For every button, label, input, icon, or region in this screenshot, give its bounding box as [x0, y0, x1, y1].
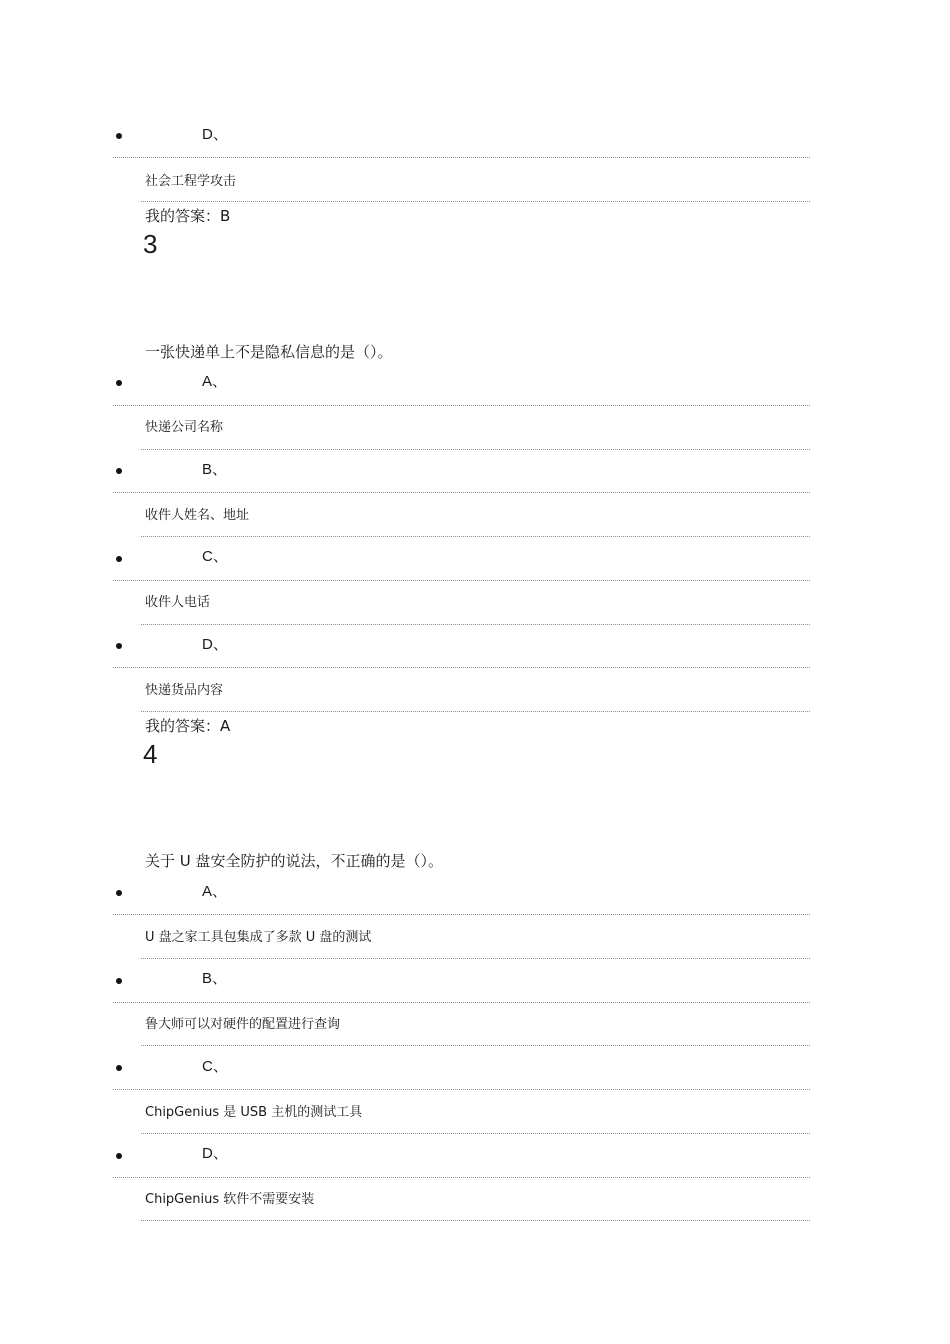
q3-stem: 一张快递单上不是隐私信息的是（）。: [145, 343, 393, 361]
q3-option-d-letter: D、: [202, 636, 228, 653]
dotted-divider: [141, 711, 810, 712]
q3-number: 3: [143, 229, 158, 259]
bullet-q3-a: [116, 380, 122, 386]
dotted-divider: [141, 449, 810, 450]
bullet-q4-b: [116, 978, 122, 984]
q4-option-b-text: 鲁大师可以对硬件的配置进行查询: [145, 1017, 341, 1032]
q4-option-a-letter: A、: [202, 883, 228, 900]
dotted-divider: [141, 1220, 810, 1221]
bullet-q4-d: [116, 1153, 122, 1159]
dotted-divider: [141, 958, 810, 959]
q3-my-answer: 我的答案：A: [145, 717, 231, 735]
dotted-divider: [141, 201, 810, 202]
q4-option-a-text: U 盘之家工具包集成了多款 U 盘的测试: [145, 930, 372, 945]
dotted-divider: [141, 1133, 810, 1134]
dotted-divider: [113, 580, 810, 581]
bullet-q2-d: [116, 133, 122, 139]
dotted-divider: [113, 1002, 810, 1003]
q3-option-b-letter: B、: [202, 461, 228, 478]
dotted-divider: [113, 667, 810, 668]
q2-option-d-letter: D、: [202, 126, 228, 143]
bullet-q3-c: [116, 556, 122, 562]
bullet-q4-a: [116, 890, 122, 896]
q3-option-a-text: 快递公司名称: [145, 420, 224, 435]
q3-option-d-text: 快递货品内容: [145, 683, 224, 698]
q4-option-c-text: ChipGenius 是 USB 主机的测试工具: [145, 1105, 363, 1120]
dotted-divider: [113, 1089, 810, 1090]
q3-option-c-letter: C、: [202, 548, 228, 565]
q4-option-c-letter: C、: [202, 1058, 228, 1075]
bullet-q4-c: [116, 1065, 122, 1071]
bullet-q3-d: [116, 643, 122, 649]
q4-stem: 关于 U 盘安全防护的说法，不正确的是（）。: [145, 852, 444, 870]
dotted-divider: [141, 1045, 810, 1046]
dotted-divider: [113, 1177, 810, 1178]
q3-option-c-text: 收件人电话: [145, 595, 211, 610]
q3-option-a-letter: A、: [202, 373, 228, 390]
dotted-divider: [113, 405, 810, 406]
q2-option-d-text: 社会工程学攻击: [145, 174, 237, 189]
bullet-q3-b: [116, 468, 122, 474]
q3-option-b-text: 收件人姓名、地址: [145, 508, 250, 523]
q4-option-d-text: ChipGenius 软件不需要安装: [145, 1192, 315, 1207]
q4-option-b-letter: B、: [202, 970, 228, 987]
q4-number: 4: [143, 739, 158, 769]
dotted-divider: [141, 536, 810, 537]
dotted-divider: [113, 914, 810, 915]
dotted-divider: [141, 624, 810, 625]
dotted-divider: [113, 492, 810, 493]
dotted-divider: [113, 157, 810, 158]
q4-option-d-letter: D、: [202, 1145, 228, 1162]
q2-my-answer: 我的答案：B: [145, 207, 231, 225]
